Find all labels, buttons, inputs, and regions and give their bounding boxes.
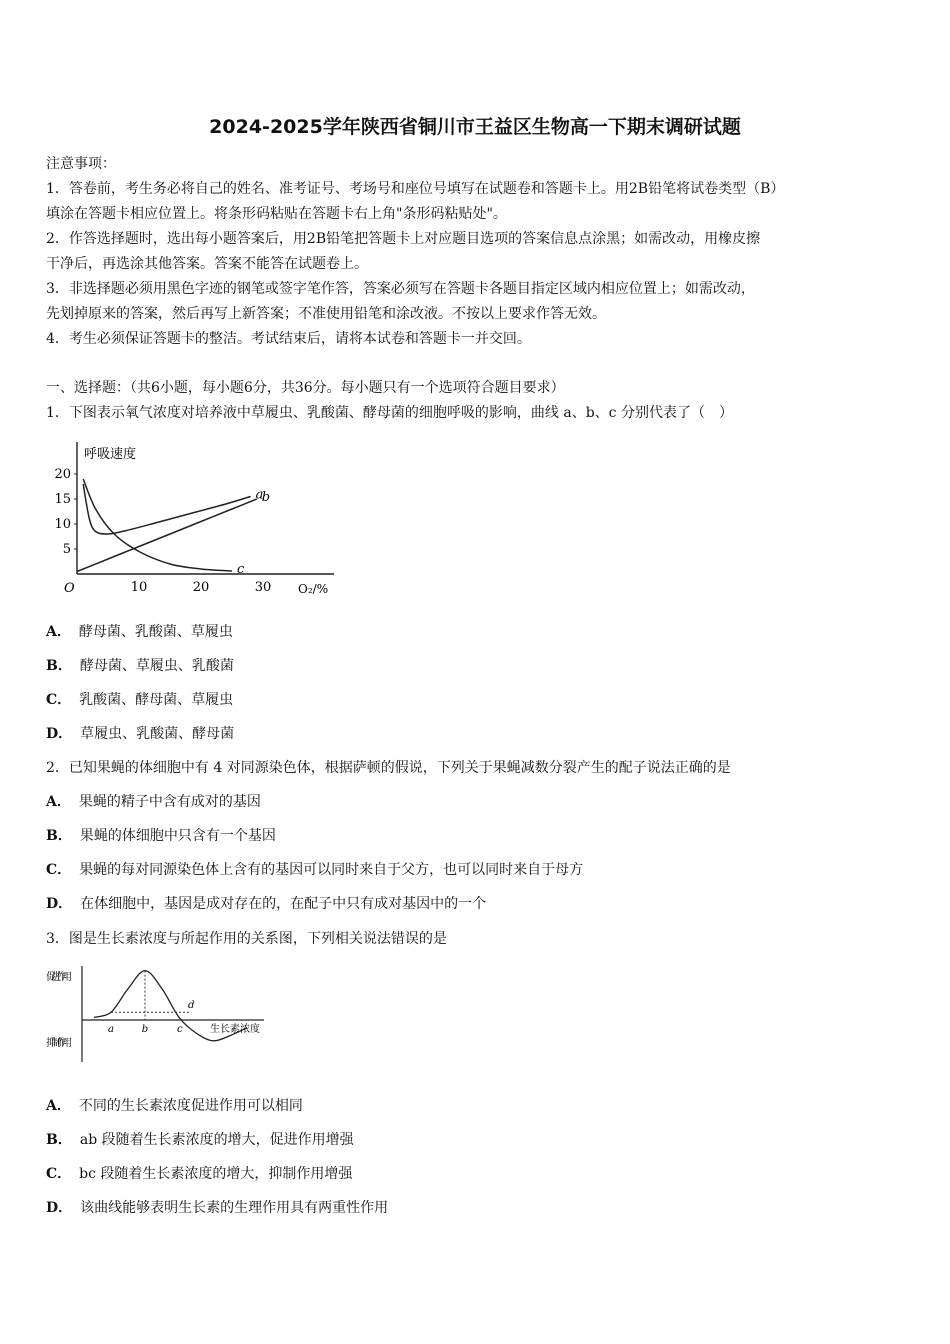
option-text: 果蝇的每对同源染色体上含有的基因可以同时来自于父方，也可以同时来自于母方 [79, 862, 584, 878]
option-text: 乳酸菌、酵母菌、草履虫 [79, 692, 234, 708]
option-b[interactable] [46, 825, 276, 845]
notice-line: 干净后，再选涂其他答案。答案不能答在试题卷上。 [46, 256, 368, 272]
y-tick-label: 10 [54, 517, 71, 532]
option-letter: C． [46, 862, 72, 878]
option-letter: A． [46, 794, 71, 810]
option-text: 草履虫、乳酸菌、酵母菌 [80, 726, 235, 742]
option-letter: B． [46, 658, 72, 674]
y-label-inhibit: 抑制作用 [46, 1038, 72, 1049]
option-letter: C． [46, 692, 72, 708]
x-axis-label: 生长素浓度 [210, 1024, 260, 1035]
series-b-line [77, 499, 257, 572]
notice-line: 1．答卷前，考生务必将自己的姓名、准考证号、考场号和座位号填写在试题卷和答题卡上。用2B铅笔将试卷类型（B） [46, 181, 785, 197]
auxin-chart [44, 962, 284, 1066]
option-text: 不同的生长素浓度促进作用可以相同 [78, 1098, 303, 1114]
point-label-b: b [141, 1024, 149, 1035]
x-axis-label: O₂/% [298, 582, 329, 596]
option-letter: A． [46, 1098, 71, 1114]
origin-label: O [64, 581, 75, 596]
option-letter: B． [46, 828, 72, 844]
option-b[interactable] [46, 655, 234, 675]
option-text: 该曲线能够表明生长素的生理作用具有两重性作用 [80, 1200, 389, 1216]
option-letter: D． [46, 1200, 73, 1216]
point-label-d: d [187, 1000, 195, 1012]
series-b-label: b [261, 490, 271, 505]
option-letter: D． [46, 726, 73, 742]
option-a[interactable] [46, 1095, 303, 1115]
series-a-label: a [255, 487, 264, 503]
series-c-label: c [237, 562, 245, 577]
notice-line: 先划掉原来的答案，然后再写上新答案；不准使用铅笔和涂改液。不按以上要求作答无效。 [46, 306, 606, 322]
option-text: bc 段随着生长素浓度的增大，抑制作用增强 [79, 1166, 353, 1182]
x-tick-label: 30 [254, 580, 272, 595]
question-3-stem: 3．图是生长素浓度与所起作用的关系图，下列相关说法错误的是 [46, 931, 447, 947]
notice-line: 填涂在答题卡相应位置上。将条形码粘贴在答题卡右上角"条形码粘贴处"。 [46, 206, 507, 222]
option-text: 果蝇的体细胞中只含有一个基因 [79, 828, 276, 844]
y-tick-label: 20 [54, 467, 71, 482]
y-tick-label: 5 [62, 542, 71, 557]
option-text: 在体细胞中，基因是成对存在的，在配子中只有成对基因中的一个 [80, 896, 487, 912]
x-tick-label: 10 [130, 580, 148, 595]
option-letter: C． [46, 1166, 72, 1182]
option-d[interactable] [46, 893, 486, 913]
option-text: 酵母菌、乳酸菌、草履虫 [78, 624, 233, 640]
option-d[interactable] [46, 1197, 388, 1217]
option-text: 果蝇的精子中含有成对的基因 [78, 794, 261, 810]
point-label-c: c [177, 1024, 183, 1035]
question-2-stem: 2．已知果蝇的体细胞中有 4 对同源染色体，根据萨顿的假说，下列关于果蝇减数分裂产生的配子说法正确的是 [46, 760, 731, 776]
option-letter: D． [46, 896, 73, 912]
option-c[interactable] [46, 689, 233, 709]
notice-line: 2．作答选择题时，选出每小题答案后，用2B铅笔把答题卡上对应题目选项的答案信息点涂黑；如需改动，用橡皮擦 [46, 231, 761, 247]
section-heading: 一、选择题：（共6小题，每小题6分，共36分。每小题只有一个选项符合题目要求） [46, 380, 565, 396]
option-c[interactable] [46, 859, 583, 879]
notice-line: 4．考生必须保证答题卡的整洁。考试结束后，请将本试卷和答题卡一并交回。 [46, 331, 531, 347]
option-letter: B． [46, 1132, 72, 1148]
notice-line: 3．非选择题必须用黑色字迹的钢笔或签字笔作答，答案必须写在答题卡各题目指定区域内相应位置上；如需改动， [46, 281, 755, 297]
option-text: ab 段随着生长素浓度的增大，促进作用增强 [79, 1132, 354, 1148]
option-b[interactable] [46, 1129, 354, 1149]
y-axis-label: 呼吸速度 [84, 447, 137, 462]
page-title: 2024-2025学年陕西省铜川市王益区生物高一下期末调研试题 [209, 116, 741, 138]
option-a[interactable] [46, 791, 261, 811]
x-tick-label: 20 [192, 580, 210, 595]
series-c-line [83, 479, 232, 571]
notice-heading: 注意事项： [46, 156, 116, 172]
point-label-a: a [108, 1024, 114, 1035]
respiration-chart [44, 434, 344, 602]
option-c[interactable] [46, 1163, 352, 1183]
option-a[interactable] [46, 621, 233, 641]
option-letter: A． [46, 624, 71, 640]
y-label-promote: 促进作用 [46, 972, 72, 983]
option-d[interactable] [46, 723, 234, 743]
option-text: 酵母菌、草履虫、乳酸菌 [79, 658, 234, 674]
y-tick-label: 15 [54, 492, 71, 507]
question-1-stem: 1．下图表示氧气浓度对培养液中草履虫、乳酸菌、酵母菌的细胞呼吸的影响，曲线 a、b、c 分别代表了（ ） [46, 405, 733, 421]
